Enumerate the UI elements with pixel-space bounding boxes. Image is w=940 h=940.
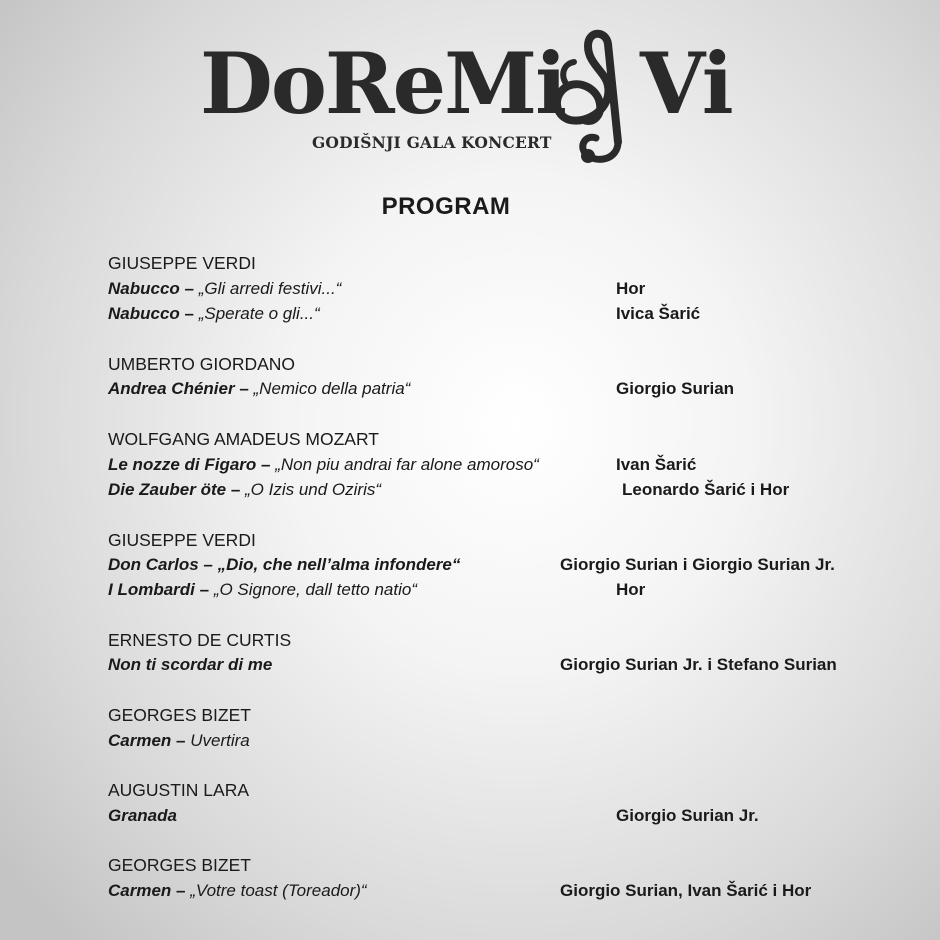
work-aria: Uvertira bbox=[190, 731, 250, 750]
work-dash: – bbox=[256, 455, 276, 474]
work-dash: – bbox=[171, 881, 191, 900]
work-aria: „Sperate o gli...“ bbox=[198, 304, 320, 323]
work-title: Le nozze di Figaro bbox=[108, 455, 257, 474]
work-title: Non ti scordar di me bbox=[108, 655, 273, 674]
work-title: Carmen bbox=[108, 881, 172, 900]
work-aria: „Nemico della patria“ bbox=[253, 379, 411, 398]
logo-vi: Vi bbox=[640, 34, 732, 133]
composer-name: AUGUSTIN LARA bbox=[108, 780, 249, 800]
performer: Leonardo Šarić i Hor bbox=[622, 480, 790, 499]
composer-name: GIUSEPPE VERDI bbox=[108, 253, 256, 273]
work-title: Die Zauber öte bbox=[108, 480, 227, 499]
work-title: Andrea Chénier bbox=[108, 379, 235, 398]
program-item bbox=[108, 580, 417, 600]
program-item bbox=[108, 279, 341, 299]
work-title: Nabucco bbox=[108, 279, 180, 298]
performer: Hor bbox=[616, 279, 646, 298]
work-aria: „Dio, che nell’alma infondere“ bbox=[217, 555, 461, 574]
work-aria: „Non piu andrai far alone amoroso“ bbox=[275, 455, 539, 474]
composer-name: UMBERTO GIORDANO bbox=[108, 354, 296, 374]
composer-name: GEORGES BIZET bbox=[108, 855, 251, 875]
performer: Ivan Šarić bbox=[616, 455, 697, 474]
performer: Giorgio Surian bbox=[616, 379, 735, 398]
performer: Giorgio Surian i Giorgio Surian Jr. bbox=[560, 555, 835, 574]
work-dash: – bbox=[194, 580, 214, 599]
treble-clef-ampersand-icon bbox=[548, 24, 640, 166]
program-item bbox=[108, 655, 272, 675]
logo-doremi: DoReMi bbox=[200, 34, 566, 133]
work-dash: – bbox=[179, 304, 199, 323]
program-item bbox=[108, 881, 367, 901]
performer: Ivica Šarić bbox=[616, 304, 701, 323]
program-title: PROGRAM bbox=[381, 193, 511, 220]
work-title: Nabucco bbox=[108, 304, 180, 323]
work-title: Carmen bbox=[108, 731, 172, 750]
work-dash: – bbox=[198, 555, 218, 574]
work-dash: – bbox=[226, 480, 245, 499]
work-title: I Lombardi bbox=[108, 580, 195, 599]
program-item bbox=[108, 455, 539, 475]
program-item bbox=[108, 480, 381, 500]
work-aria: „O Signore, dall tetto natio“ bbox=[213, 580, 417, 599]
performer: Giorgio Surian, Ivan Šarić i Hor bbox=[560, 881, 812, 900]
performer: Giorgio Surian Jr. i Stefano Surian bbox=[560, 655, 837, 674]
work-dash: – bbox=[171, 731, 191, 750]
performer: Hor bbox=[616, 580, 646, 599]
composer-name: GIUSEPPE VERDI bbox=[108, 530, 256, 550]
work-dash: – bbox=[179, 279, 199, 298]
program-item bbox=[108, 806, 177, 826]
composer-name: GEORGES BIZET bbox=[108, 705, 251, 725]
work-title: Granada bbox=[108, 806, 177, 825]
composer-name: WOLFGANG AMADEUS MOZART bbox=[108, 429, 379, 449]
work-dash: – bbox=[234, 379, 254, 398]
work-aria: „Gli arredi festivi...“ bbox=[198, 279, 342, 298]
work-title: Don Carlos bbox=[108, 555, 199, 574]
work-aria: „Votre toast (Toreador)“ bbox=[190, 881, 367, 900]
program-item bbox=[108, 555, 460, 575]
work-aria: „O Izis und Oziris“ bbox=[245, 480, 382, 499]
composer-name: ERNESTO DE CURTIS bbox=[108, 630, 292, 650]
logo-subtitle: GODIŠNJI GALA KONCERT bbox=[312, 133, 552, 152]
performer: Giorgio Surian Jr. bbox=[616, 806, 759, 825]
program-item bbox=[108, 731, 250, 751]
program-item bbox=[108, 379, 410, 399]
program-item bbox=[108, 304, 320, 324]
logo bbox=[0, 0, 940, 180]
